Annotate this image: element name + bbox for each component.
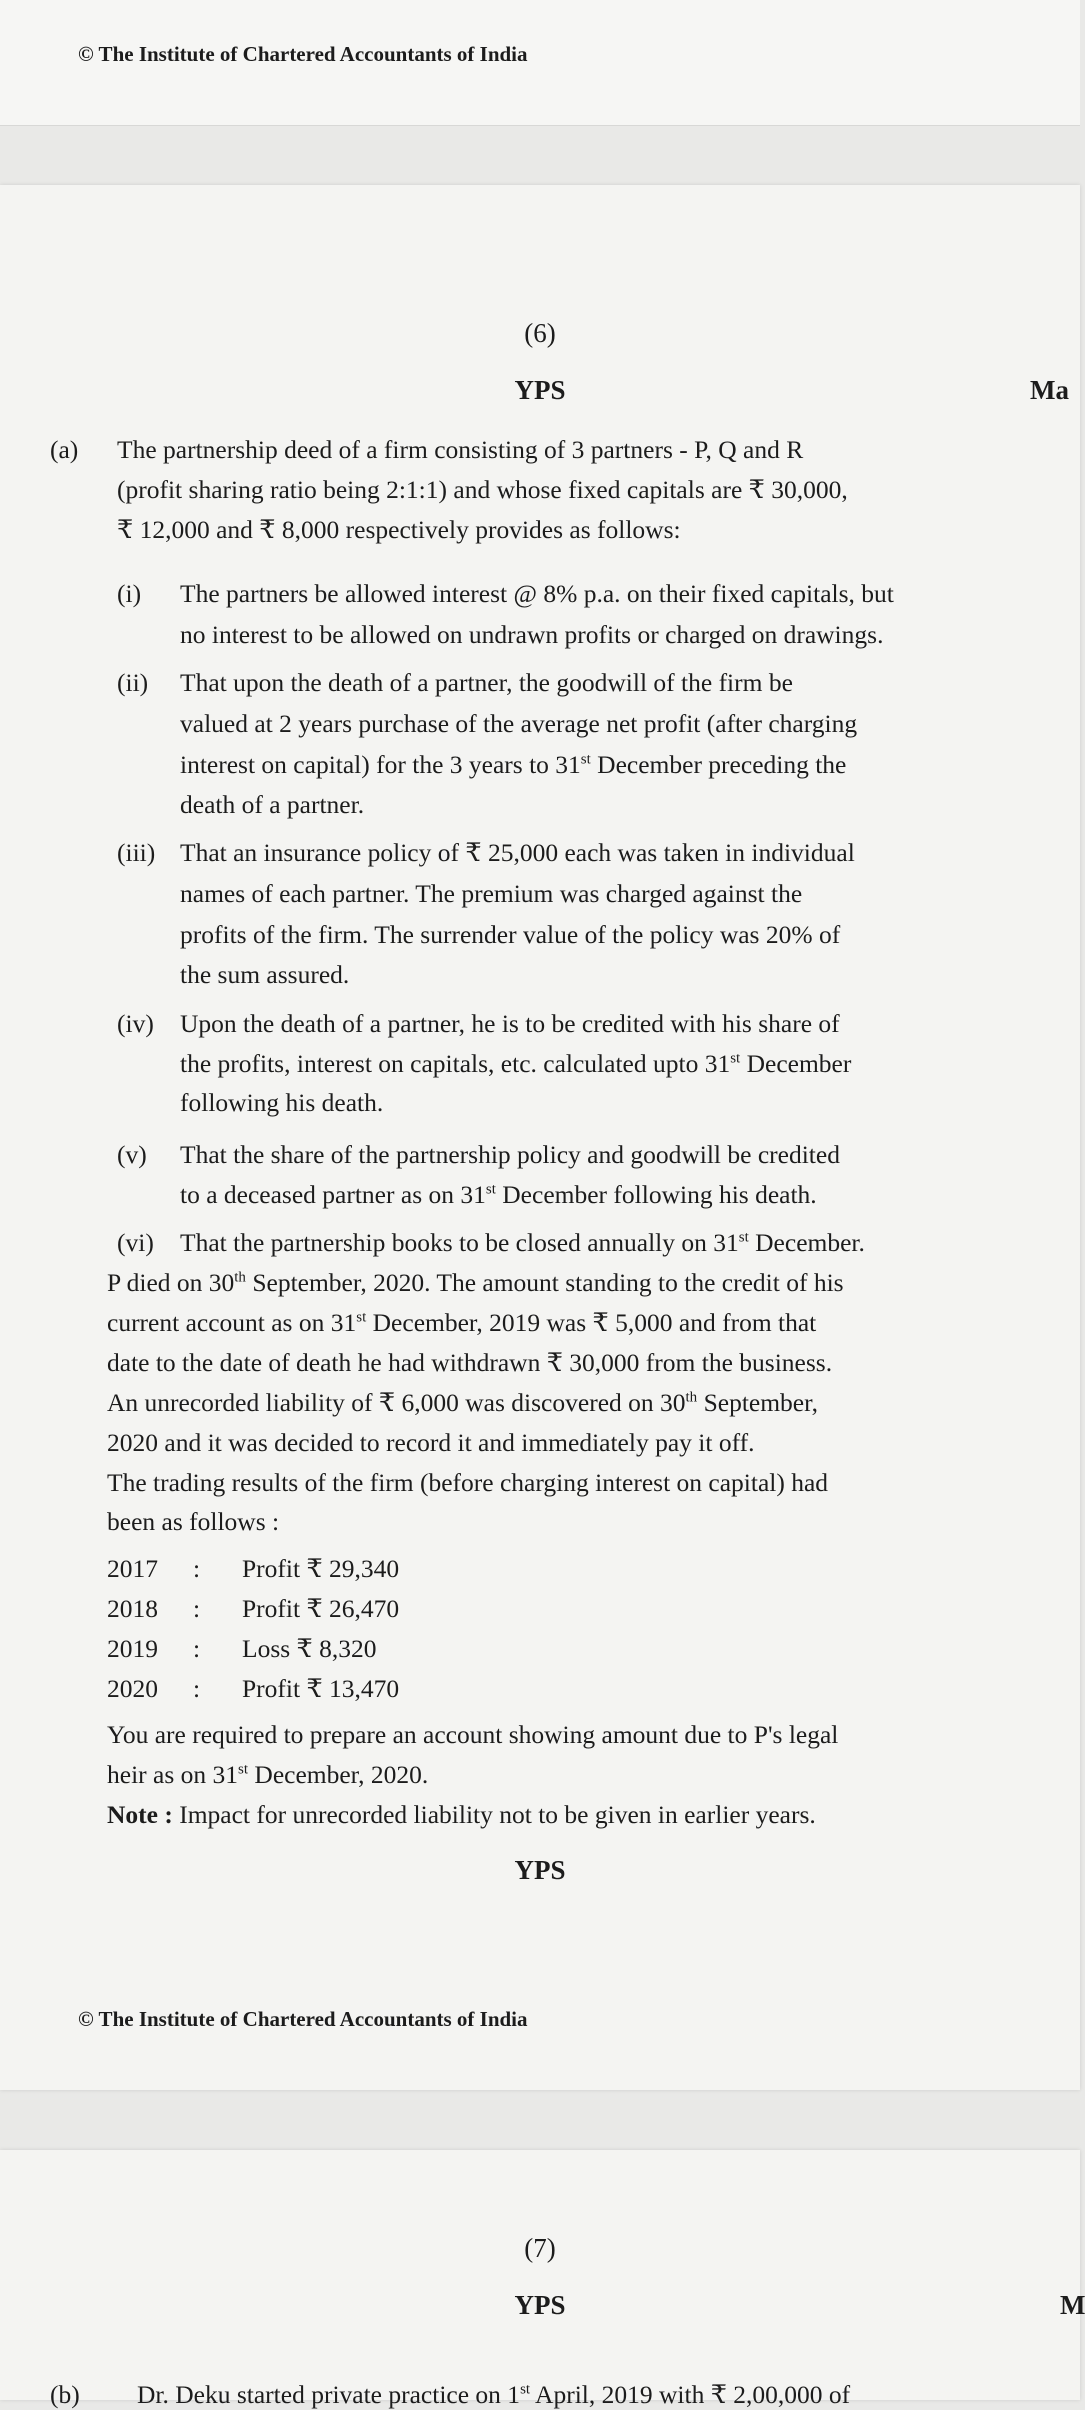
provision-line: death of a partner. — [180, 790, 365, 819]
fact-line: been as follows : — [107, 1507, 280, 1536]
next-page-number: (7) — [524, 2233, 556, 2263]
provision-line-with-date: That the partnership books to be closed annually on 31st December. — [180, 1228, 865, 1257]
end-mark: YPS — [514, 1855, 566, 1885]
result-year: 2018 — [107, 1594, 158, 1623]
intro-line-3: ₹ 12,000 and ₹ 8,000 respectively provides as follows: — [117, 515, 681, 544]
provision-line: following his death. — [180, 1088, 384, 1117]
provision-num: (v) — [117, 1140, 147, 1169]
result-year: 2017 — [107, 1554, 158, 1583]
provision-line: That upon the death of a partner, the goodwill of the firm be — [180, 668, 793, 697]
note-text: Impact for unrecorded liability not to be given in earlier years. — [179, 1800, 816, 1829]
fact-line: An unrecorded liability of ₹ 6,000 was discovered on 30th September, — [107, 1388, 818, 1417]
requirement-line: You are required to prepare an account showing amount due to P's legal — [107, 1720, 839, 1749]
next-header-mark: YPS — [514, 2290, 566, 2320]
header-mark: YPS — [514, 375, 566, 405]
provision-line: names of each partner. The premium was charged against the — [180, 879, 803, 908]
fact-line: P died on 30th September, 2020. The amount standing to the credit of his — [107, 1268, 844, 1297]
provision-num: (i) — [117, 579, 142, 608]
provision-line-with-date: to a deceased partner as on 31st December following his death. — [180, 1180, 817, 1209]
header-right-clipped: Ma — [1030, 375, 1069, 405]
next-header-right-clipped: M — [1060, 2290, 1085, 2320]
provision-line-with-date: the profits, interest on capitals, etc. calculated upto 31st December — [180, 1049, 852, 1078]
provision-line: profits of the firm. The surrender value of the policy was 20% of — [180, 920, 841, 949]
fact-line: current account as on 31st December, 2019 was ₹ 5,000 and from that — [107, 1308, 817, 1337]
provision-num: (ii) — [117, 668, 149, 697]
next-page — [0, 2150, 1085, 2409]
provision-line: Upon the death of a partner, he is to be credited with his share of — [180, 1009, 840, 1038]
intro-line-2: (profit sharing ratio being 2:1:1) and whose fixed capitals are ₹ 30,000, — [117, 475, 848, 504]
provision-line: That the share of the partnership policy and goodwill be credited — [180, 1140, 840, 1169]
intro-line-1: The partnership deed of a firm consisting of 3 partners - P, Q and R — [117, 435, 804, 464]
fact-line: The trading results of the firm (before charging interest on capital) had — [107, 1468, 829, 1497]
fact-line: 2020 and it was decided to record it and immediately pay it off. — [107, 1428, 755, 1457]
result-colon: : — [193, 1594, 201, 1623]
result-value: Profit ₹ 26,470 — [242, 1594, 400, 1623]
page-number: (6) — [524, 318, 556, 348]
provision-line: no interest to be allowed on undrawn profits or charged on drawings. — [180, 620, 884, 649]
next-question-label: (b) — [50, 2380, 80, 2409]
provision-line: That an insurance policy of ₹ 25,000 each was taken in individual — [180, 838, 855, 867]
provision-line: valued at 2 years purchase of the average net profit (after charging — [180, 709, 858, 738]
result-colon: : — [193, 1634, 201, 1663]
page-footer-top: © The Institute of Chartered Accountants of India — [78, 42, 528, 66]
question-label: (a) — [50, 435, 79, 464]
provision-line-with-date: interest on capital) for the 3 years to 31st December preceding the — [180, 750, 847, 779]
result-colon: : — [193, 1674, 201, 1703]
note-line — [107, 1800, 816, 1830]
page-footer: © The Institute of Chartered Accountants of India — [78, 2007, 528, 2031]
fact-line: date to the date of death he had withdrawn ₹ 30,000 from the business. — [107, 1348, 833, 1377]
provision-line: the sum assured. — [180, 960, 350, 989]
document-page — [0, 185, 1080, 2090]
result-year: 2019 — [107, 1634, 158, 1663]
result-colon: : — [193, 1554, 201, 1583]
result-value: Profit ₹ 13,470 — [242, 1674, 400, 1703]
provision-num: (vi) — [117, 1228, 154, 1257]
result-value: Loss ₹ 8,320 — [242, 1634, 377, 1663]
provision-num: (iii) — [117, 838, 156, 867]
next-first-line: Dr. Deku started private practice on 1st April, 2019 with ₹ 2,00,000 of — [137, 2380, 851, 2409]
provision-line: The partners be allowed interest @ 8% p.a. on their fixed capitals, but — [180, 579, 894, 608]
provision-num: (iv) — [117, 1009, 154, 1038]
requirement-line: heir as on 31st December, 2020. — [107, 1760, 429, 1789]
note-label: Note : — [107, 1800, 173, 1829]
result-value: Profit ₹ 29,340 — [242, 1554, 400, 1583]
result-year: 2020 — [107, 1674, 158, 1703]
previous-page — [0, 0, 1080, 126]
